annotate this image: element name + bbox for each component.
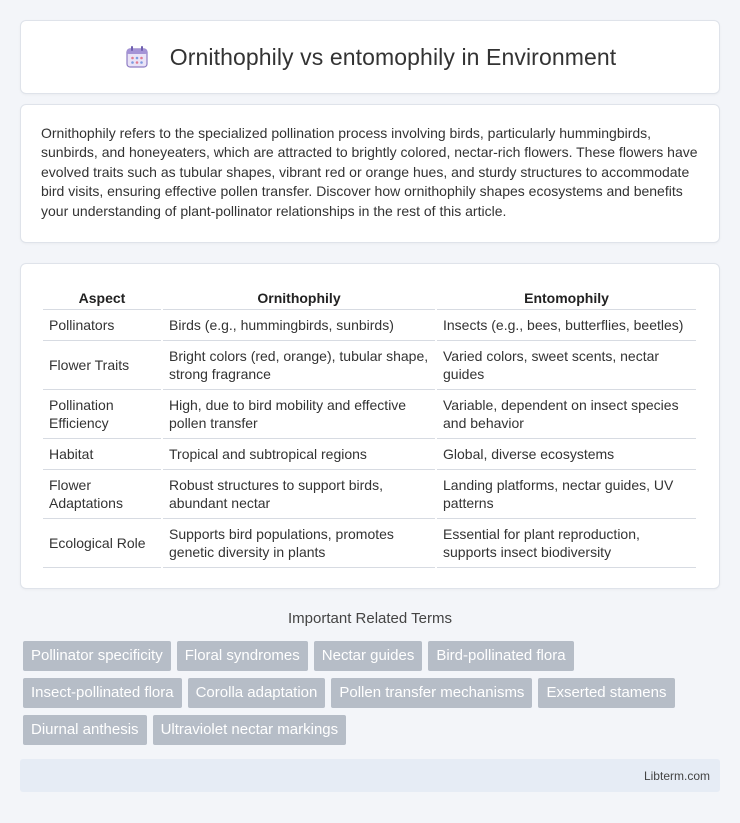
footer-site-link[interactable]: Libterm.com [643,769,710,783]
table-row [43,390,696,439]
intro-card [20,104,720,243]
related-terms-tags [23,641,723,752]
related-term-tag[interactable]: Pollinator specificity [23,641,171,671]
table-cell: Robust structures to support birds, abundant nectar [163,470,435,519]
related-term-tag[interactable]: Corolla adaptation [188,678,326,708]
column-header: Ornithophily [163,280,435,310]
column-header: Aspect [43,280,161,310]
comparison-table-card [20,263,720,589]
related-term-tag[interactable]: Bird-pollinated flora [428,641,573,671]
table-row [43,341,696,390]
table-cell: Landing platforms, nectar guides, UV patterns [437,470,696,519]
table-cell: Pollination Efficiency [43,390,161,439]
related-term-tag[interactable]: Nectar guides [314,641,423,671]
table-row [43,470,696,519]
page-title: Ornithophily vs entomophily in Environment [169,43,617,70]
intro-text: Ornithophily refers to the specialized pollination process involving birds, particularly hummingbirds, sunbirds, and honeyeaters, which are attracted to brightly colored, nectar-rich flowers. These flowers have evolved traits such as tubular shapes, vibrant red or orange hues, and sturdy structures to accommodate bird visits, ensuring effective pollen transfer. Discover how ornithophily shapes ecosystems and benefits your understanding of plant-pollinator relationships in the rest of this article. [41,125,698,219]
table-cell: Pollinators [43,310,161,341]
table-cell: Ecological Role [43,519,161,568]
related-terms-title: Important Related Terms [288,610,452,627]
related-term-tag[interactable]: Ultraviolet nectar markings [153,715,347,745]
table-cell: Global, diverse ecosystems [437,439,696,470]
table-cell: Variable, dependent on insect species and behavior [437,390,696,439]
related-term-tag[interactable]: Diurnal anthesis [23,715,147,745]
related-term-tag[interactable]: Pollen transfer mechanisms [331,678,532,708]
table-row [43,439,696,470]
table-row [43,519,696,568]
table-cell: Supports bird populations, promotes genetic diversity in plants [163,519,435,568]
table-cell: Varied colors, sweet scents, nectar guides [437,341,696,390]
related-term-tag[interactable]: Exserted stamens [538,678,674,708]
title-card [20,20,720,94]
table-cell: Habitat [43,439,161,470]
table-cell: Insects (e.g., bees, butterflies, beetles) [437,310,696,341]
column-header: Entomophily [437,280,696,310]
table-header-row [43,280,696,310]
table-cell: Tropical and subtropical regions [163,439,435,470]
comparison-table [41,280,698,568]
related-term-tag[interactable]: Floral syndromes [177,641,308,671]
table-row [43,310,696,341]
table-cell: Bright colors (red, orange), tubular shape, strong fragrance [163,341,435,390]
related-term-tag[interactable]: Insect-pollinated flora [23,678,182,708]
table-cell: Flower Adaptations [43,470,161,519]
calendar-icon [124,44,150,70]
table-cell: Birds (e.g., hummingbirds, sunbirds) [163,310,435,341]
footer [20,759,720,792]
table-cell: Essential for plant reproduction, supports insect biodiversity [437,519,696,568]
table-cell: High, due to bird mobility and effective pollen transfer [163,390,435,439]
table-cell: Flower Traits [43,341,161,390]
